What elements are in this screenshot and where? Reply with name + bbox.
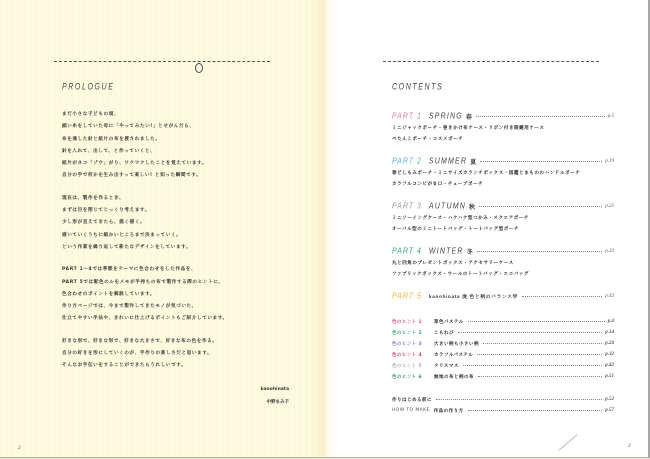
part-season: 冬 <box>466 248 473 256</box>
part-label: PART 2 <box>392 156 422 166</box>
hint-label: 色のヒント 5 <box>392 363 422 369</box>
dotted-leader <box>468 321 605 322</box>
dotted-leader <box>476 116 605 117</box>
item-line: ミニソーイングケース・ハクハク型つかみ・スクエアポーチ <box>392 216 530 221</box>
item-line: ファブリックボックス・ウールのトートバッグ・エコバッグ <box>392 272 530 277</box>
text-line: 自分の手で何かを生み出すって楽しい! と知った瞬間です。 <box>62 173 202 179</box>
corner-slash-decoration <box>558 434 577 450</box>
dotted-leader <box>477 251 603 252</box>
toc-hint-2[interactable] <box>392 328 614 337</box>
extra-title-en: HOW TO MAKE <box>392 408 430 413</box>
page-number-left: 2 <box>18 446 21 451</box>
part-label: PART 1 <box>392 111 422 121</box>
stitch-divider <box>383 61 599 62</box>
dotted-leader <box>478 376 602 377</box>
text-line: まだ小さな子どもの頃、 <box>62 112 120 117</box>
toc-hint-4[interactable] <box>392 350 614 359</box>
part-title: WINTER <box>428 246 464 256</box>
toc-part-3[interactable] <box>392 201 614 211</box>
item-line: ぺたんこポーチ・コスメポーチ <box>392 137 464 142</box>
part-title: AUTUMN <box>428 201 467 211</box>
text-line: PART 1〜4では季節をテーマに色合わせをした作品を、 <box>62 267 197 273</box>
signature <box>261 387 290 411</box>
dotted-leader <box>463 365 602 366</box>
contents-heading: CONTENTS <box>392 83 444 92</box>
dotted-leader <box>477 354 602 355</box>
hint-label: 色のヒント 2 <box>392 330 422 336</box>
page-number-right: 3 <box>628 444 631 449</box>
thread-knot-icon <box>195 63 203 73</box>
dotted-leader <box>458 332 602 333</box>
dotted-leader <box>479 206 602 207</box>
text-line: という作業を繰り返して新たなデザインをしています。 <box>62 244 192 250</box>
text-line: PART 5では配色のルをメモが手持ちの布で製作する際のヒントに、 <box>62 279 224 285</box>
hint-title: 草色パステル <box>434 319 464 325</box>
page-ref: p.43 <box>605 293 614 299</box>
page-ref: p.19 <box>605 158 614 164</box>
prologue-heading: PROLOGUE <box>62 83 115 92</box>
page-ref: p.57 <box>605 408 614 413</box>
part-title: SPRING <box>428 111 463 121</box>
dotted-leader <box>522 296 602 297</box>
page-ref: p.5 <box>607 113 614 119</box>
part-season: 秋 <box>469 203 476 211</box>
page-ref: p.42 <box>605 363 614 368</box>
text-line: 色合わせのポイントを解説しています。 <box>62 291 156 297</box>
page-ref: p.51 <box>605 374 614 379</box>
toc-part-5[interactable] <box>392 291 614 301</box>
item-line: カラフルコンビがま口・チューブポーチ <box>392 182 484 187</box>
item-line: ミニジャックポーチ・巻きかけ布ケース・リボン付き眼鏡用ケース <box>392 126 545 131</box>
toc-before-start[interactable] <box>392 395 614 404</box>
part-2-items <box>392 170 614 192</box>
part-title: kanohinata 流 色と柄のバランス学 <box>428 294 518 300</box>
text-line: 現在は、製作を作るとき、 <box>62 195 125 201</box>
text-line: 細い糸をしていた母に「やってみたい!」とせがんだら、 <box>62 124 195 130</box>
dotted-leader <box>468 410 603 411</box>
page-ref: p.52 <box>605 397 614 402</box>
toc-hint-5[interactable] <box>392 361 614 370</box>
text-line: 針を入れて、出して、と作っていくと、 <box>62 148 156 154</box>
part-label: PART 3 <box>392 201 422 211</box>
part-label: PART 4 <box>392 246 422 256</box>
text-line: 自分の好きを形にしていくのが、手作りの楽しさだと思います。 <box>62 351 213 357</box>
hint-label: 色のヒント 4 <box>392 352 422 358</box>
toc-part-4[interactable] <box>392 246 614 256</box>
prologue-body <box>62 111 302 375</box>
toc-hint-6[interactable] <box>392 372 614 381</box>
text-line: 仕立てやすい手法や、きれいに仕上げるポイントもご紹介しています。 <box>62 316 228 322</box>
page-ref: p.14 <box>605 330 614 335</box>
hint-title: カラフルパステル <box>434 352 474 358</box>
text-line: 描いていくうちに細かいところまで決まっていく。 <box>62 232 182 238</box>
text-line: 少し形が見えてきたら、描く描く。 <box>62 220 146 226</box>
part-1-items <box>392 125 614 147</box>
dotted-leader <box>483 343 602 344</box>
hint-title: 無地の布と柄の布 <box>434 374 474 380</box>
left-page <box>0 0 325 458</box>
text-line: 作り方ページでは、今まで製作してきたモノが気づいた、 <box>62 304 197 310</box>
dotted-leader <box>436 399 602 400</box>
page-ref: p.25 <box>605 203 614 209</box>
page-ref: p.24 <box>605 341 614 346</box>
hint-title: こもれび <box>434 330 454 336</box>
part-title: SUMMER <box>428 156 468 166</box>
toc-part-1[interactable] <box>392 111 614 121</box>
extra-title: 作りはじめる前に <box>392 397 432 403</box>
page-ref: p.32 <box>605 352 614 357</box>
hint-label: 色のヒント 1 <box>392 319 422 325</box>
text-line: そんなお手伝いをすることができたらうれしいです。 <box>62 363 187 369</box>
part-season: 夏 <box>470 158 477 166</box>
part-3-items <box>392 215 614 237</box>
hint-title: クリスマス <box>434 363 459 369</box>
page-ref: p.33 <box>605 248 614 254</box>
page-ref: p.4 <box>607 319 614 324</box>
text-line: 好きな形で、好きな形で、好きな大きさで、好きな布の色を作る。 <box>62 338 218 344</box>
text-line: 糸を通した針と紙片の布を渡されました。 <box>62 136 161 142</box>
item-line: 春どしもみポーチ・ミニサイズカランチボックス・図鑑とまもののハンドルポーチ <box>392 171 581 176</box>
toc-how-to-make[interactable] <box>392 406 614 415</box>
toc-part-2[interactable] <box>392 156 614 166</box>
signature-name: 中野まみ子 <box>266 400 289 405</box>
toc-hint-3[interactable] <box>392 339 614 348</box>
part-4-items <box>392 260 614 282</box>
part-season: 春 <box>465 113 472 121</box>
item-line: オーバル型のミニトートバッグ・トートバッグ型ポーチ <box>392 227 520 232</box>
toc-hint-1[interactable] <box>392 317 614 326</box>
text-line: まずは目を閉じてじっくり考えます。 <box>62 208 150 214</box>
hint-label: 色のヒント 3 <box>392 341 422 347</box>
text-line: 紙片がネコ「ゾウ」がり、ワクワクしたことを覚えています。 <box>62 161 208 167</box>
dotted-leader <box>480 161 602 162</box>
part-label: PART 5 <box>392 291 422 301</box>
stitch-divider <box>54 61 270 62</box>
hint-label: 色のヒント 6 <box>392 374 422 380</box>
item-line: 丸と四角のプレゼントボックス・アクセサリーケース <box>392 261 514 266</box>
extra-title: 作品の作り方 <box>433 408 464 414</box>
hint-title: 大きい柄も小さい柄 <box>434 341 479 347</box>
signature-brand: kanohinata <box>260 387 289 392</box>
